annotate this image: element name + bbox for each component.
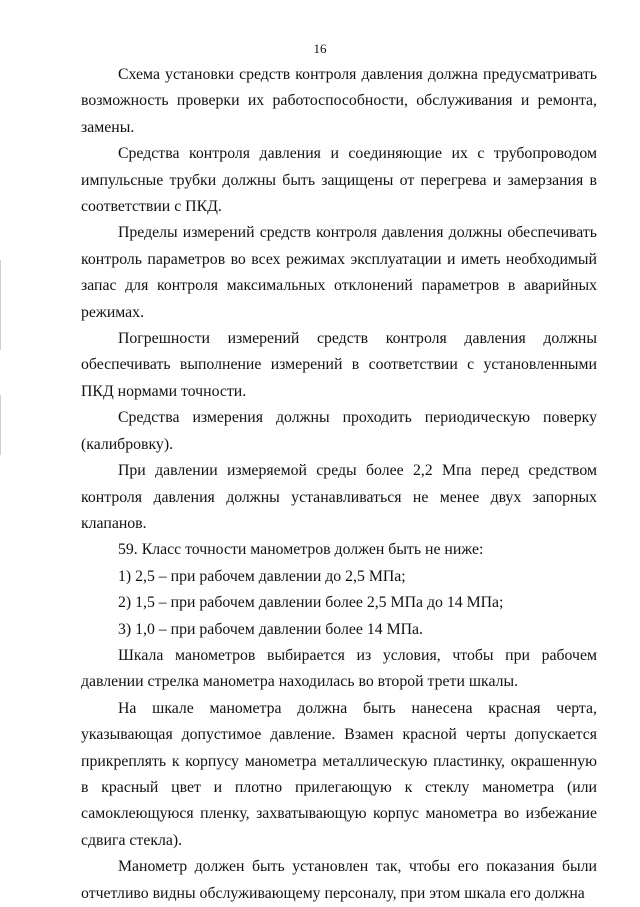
document-body (81, 62, 597, 907)
paragraph-3: Пределы измерений средств контроля давления должны обеспечивать контроль параметров во всех режимах эксплуатации и иметь необходимый запас для контроля максимальных отклонений параметров в аварийных режимах. (81, 224, 597, 321)
list-item-3: 3) 1,0 – при рабочем давлении более 14 МПа. (118, 620, 423, 638)
clause-59-heading: 59. Класс точности манометров должен быть не ниже: (118, 541, 484, 559)
page-number: 16 (313, 41, 327, 56)
paragraph-7: Шкала манометров выбирается из условия, чтобы при рабочем давлении стрелка манометра находилась во второй трети шкалы. (81, 646, 597, 691)
paragraph-8: На шкале манометра должна быть нанесена красная черта, указывающая допустимое давление. Взамен красной черты допускается прикреплять к корпусу манометра металлическую пластинку, окрашенную в красный цвет и плотно прилегающую к стеклу манометра (или самоклеющуюся пленку, захватывающую корпус манометра во избежание сдвига стекла). (81, 699, 597, 849)
paragraph-2: Средства контроля давления и соединяющие их с трубопроводом импульсные трубки должны быть защищены от перегрева и замерзания в соответствии с ПКД. (81, 145, 597, 216)
list-item-2: 2) 1,5 – при рабочем давлении более 2,5 МПа до 14 МПа; (118, 594, 504, 612)
paragraph-5: Средства измерения должны проходить периодическую поверку (калибровку). (81, 409, 597, 453)
list-item-1: 1) 2,5 – при рабочем давлении до 2,5 МПа; (118, 567, 406, 585)
paragraph-9: Манометр должен быть установлен так, чтобы его показания были отчетливо видны обслуживающему персоналу, при этом шкала его должна (81, 858, 597, 902)
paragraph-6: При давлении измеряемой среды более 2,2 Мпа перед средством контроля давления должны устанавливаться не менее двух запорных клапанов. (81, 462, 597, 532)
scan-edge-mark (0, 395, 1, 455)
paragraph-4: Погрешности измерений средств контроля давления должны обеспечивать выполнение измерений в соответствии с установленными ПКД нормами точности. (81, 330, 597, 400)
scan-edge-mark (0, 260, 1, 350)
paragraph-1: Схема установки средств контроля давления должна предусматривать возможность проверки их работоспособности, обслуживания и ремонта, замены. (81, 66, 597, 136)
